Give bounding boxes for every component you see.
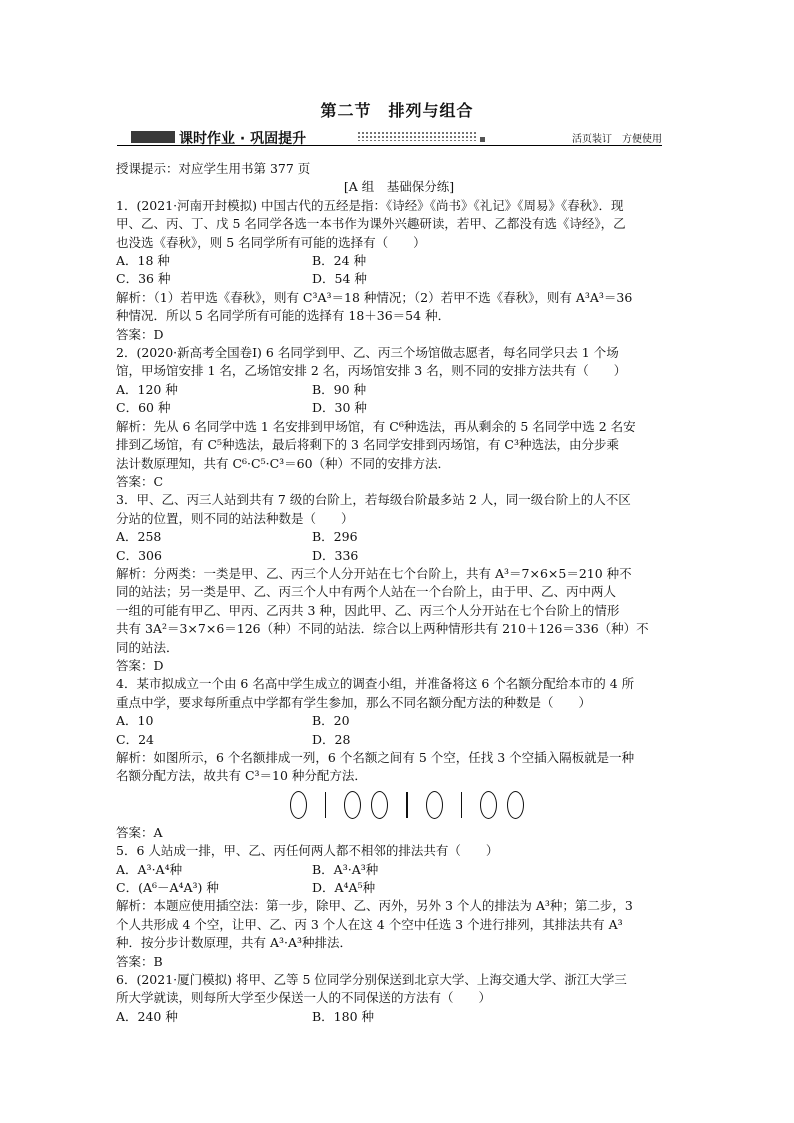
option-b: B．24 种 [312,253,367,269]
question-2 [116,344,682,491]
question-line: 1．(2021·河南开封模拟) 中国古代的五经是指：《诗经》《尚书》《礼记》《周易》《春秋》．现 [116,197,624,213]
options-row [116,861,682,879]
options-row [116,252,682,270]
option-a: A．120 种 [116,381,178,397]
analysis-line: 个人共形成 4 个空，让甲、乙、丙 3 个人在这 4 个空中任选 3 个进行排列，其排法共有 A³ [116,916,623,932]
analysis-line: 排到乙场馆，有 C⁵种选法，最后将剩下的 3 名同学安排到丙场馆，有 C³种选法，由分步乘 [116,437,619,453]
analysis-line: 解析：先从 6 名同学中选 1 名安排到甲场馆，有 C⁶种选法，再从剩余的 5 名同学中选 2 名安 [116,418,636,434]
banner-square-decoration [480,137,485,142]
option-d: D．54 种 [312,271,367,287]
answer: 答案：D [116,657,164,673]
option-c: C．306 [116,547,162,563]
options-row [116,547,682,565]
option-c: C．60 种 [116,400,171,416]
options-row [116,1008,682,1026]
banner-underline [117,145,662,146]
quota-circle [426,791,443,819]
question-line: 2．(2020·新高考全国卷Ⅰ) 6 名同学到甲、乙、丙三个场馆做志愿者，每名同学只去 1 个场 [116,345,619,361]
question-line: 6．(2021·厦门模拟) 将甲、乙等 5 位同学分别保送到北京大学、上海交通大学、浙江大学三 [116,972,627,988]
analysis-line: 同的站法；另一类是甲、乙、丙三个人中有两个人站在一个台阶上，由于甲、乙、丙中两人 [116,584,617,600]
options-row [116,712,682,730]
question-line: 4．某市拟成立一个由 6 名高中学生成立的调查小组，并准备将这 6 个名额分配给本市的 4 所 [116,676,635,692]
quota-circle [344,791,361,819]
options-row [116,270,682,288]
answer: 答案：D [116,326,164,342]
group-heading: [A 组 基础保分练] [343,179,455,195]
divider-bar [325,792,327,818]
quota-circle [290,791,307,819]
divider-figure [132,786,682,824]
question-1 [116,197,682,344]
banner-dots-decoration [357,131,477,141]
question-line: 所大学就读，则每所大学至少保送一人的不同保送的方法有（ ） [116,990,492,1006]
analysis-line: 解析：分两类：一类是甲、乙、丙三个人分开站在七个台阶上，共有 A³＝7×6×5＝210 种不 [116,565,632,581]
analysis-line: 解析：如图所示，6 个名额排成一列，6 个名额之间有 5 个空，任找 3 个空插入隔板就是一种 [116,750,635,765]
option-b: B．A³·A³种 [312,861,379,877]
homework-banner [117,128,662,147]
analysis-line: 解析：（1）若甲选《春秋》，则有 C³A³＝18 种情况；（2）若甲不选《春秋》，则有 A³A³＝36 [116,289,633,305]
option-c: C．(A⁶－A⁴A³) 种 [116,880,219,896]
option-c: C．36 种 [116,271,171,287]
options-row [116,879,682,897]
divider-bar [406,792,408,818]
option-a: A．258 [116,529,162,545]
banner-block-decoration [131,131,175,143]
answer: 答案：A [116,824,163,840]
question-line: 分站的位置，则不同的站法种数是（ ） [116,510,354,526]
analysis-line: 种情况．所以 5 名同学所有可能的选择有 18＋36＝54 种． [116,308,451,324]
option-d: D．336 [312,547,359,563]
analysis-line: 种．按分步计数原理，共有 A³·A³种排法． [116,935,353,951]
question-line: 甲、乙、丙、丁、戊 5 名同学各选一本书作为课外兴趣研读，若甲、乙都没有选《诗经》，乙 [116,216,626,232]
analysis-line: 一组的可能有甲乙、甲丙、乙丙共 3 种，因此甲、乙、丙三个人分开站在七个台阶上的情形 [116,602,620,618]
analysis-line: 共有 3A²＝3×7×6＝126（种）不同的站法．综合以上两种情形共有 210＋126＝336（种）不 [116,621,649,637]
option-a: A．18 种 [116,253,170,269]
question-6 [116,971,682,1026]
section-title: 第二节 排列与组合 [320,101,474,120]
options-row [116,399,682,417]
question-line: 5．6 人站成一排，甲、乙、丙任何两人都不相邻的排法共有（ ） [116,843,499,859]
question-line: 3．甲、乙、丙三人站到共有 7 级的台阶上，若每级台阶最多站 2 人，同一级台阶上的人不区 [116,492,631,508]
question-5 [116,842,682,971]
option-b: B．296 [312,529,358,545]
teaching-hint: 授课提示：对应学生用书第 377 页 [116,161,311,176]
quota-circle [371,791,388,819]
option-b: B．20 [312,713,350,729]
analysis-line: 解析：本题应使用插空法：第一步，除甲、乙、丙外，另外 3 个人的排法为 A³种；第二步，3 [116,898,633,914]
question-line: 馆，甲场馆安排 1 名，乙场馆安排 2 名，丙场馆安排 3 名，则不同的安排方法共有（ ） [116,363,627,379]
question-4 [116,675,682,842]
divider-bar [461,792,463,818]
answer: 答案：C [116,473,164,489]
option-b: B．90 种 [312,381,367,397]
option-b: B．180 种 [312,1008,375,1024]
banner-right-note: 活页装订 方便使用 [572,134,662,145]
question-3 [116,491,682,675]
options-row [116,731,682,749]
options-row [116,381,682,399]
quota-circle [480,791,497,819]
option-a: A．240 种 [116,1008,178,1024]
analysis-line: 名额分配方法，故共有 C³＝10 种分配方法． [116,768,367,784]
option-a: A．10 [116,713,154,729]
options-row [116,528,682,546]
option-d: D．30 种 [312,400,367,416]
question-line: 也没选《春秋》，则 5 名同学所有可能的选择有（ ） [116,234,426,250]
banner-title: 课时作业 · 巩固提升 [179,131,307,147]
analysis-line: 同的站法． [116,639,179,655]
answer: 答案：B [116,953,163,969]
option-d: D．A⁴A⁵种 [312,880,376,896]
option-c: C．24 [116,731,154,747]
option-a: A．A³·A⁴种 [116,861,183,877]
analysis-line: 法计数原理知，共有 C⁶·C⁵·C³＝60（种）不同的安排方法． [116,455,451,471]
worksheet-content [116,160,682,1026]
option-d: D．28 [312,731,351,747]
question-line: 重点中学，要求每所重点中学都有学生参加，那么不同名额分配方法的种数是（ ） [116,694,592,710]
quota-circle [507,791,524,819]
